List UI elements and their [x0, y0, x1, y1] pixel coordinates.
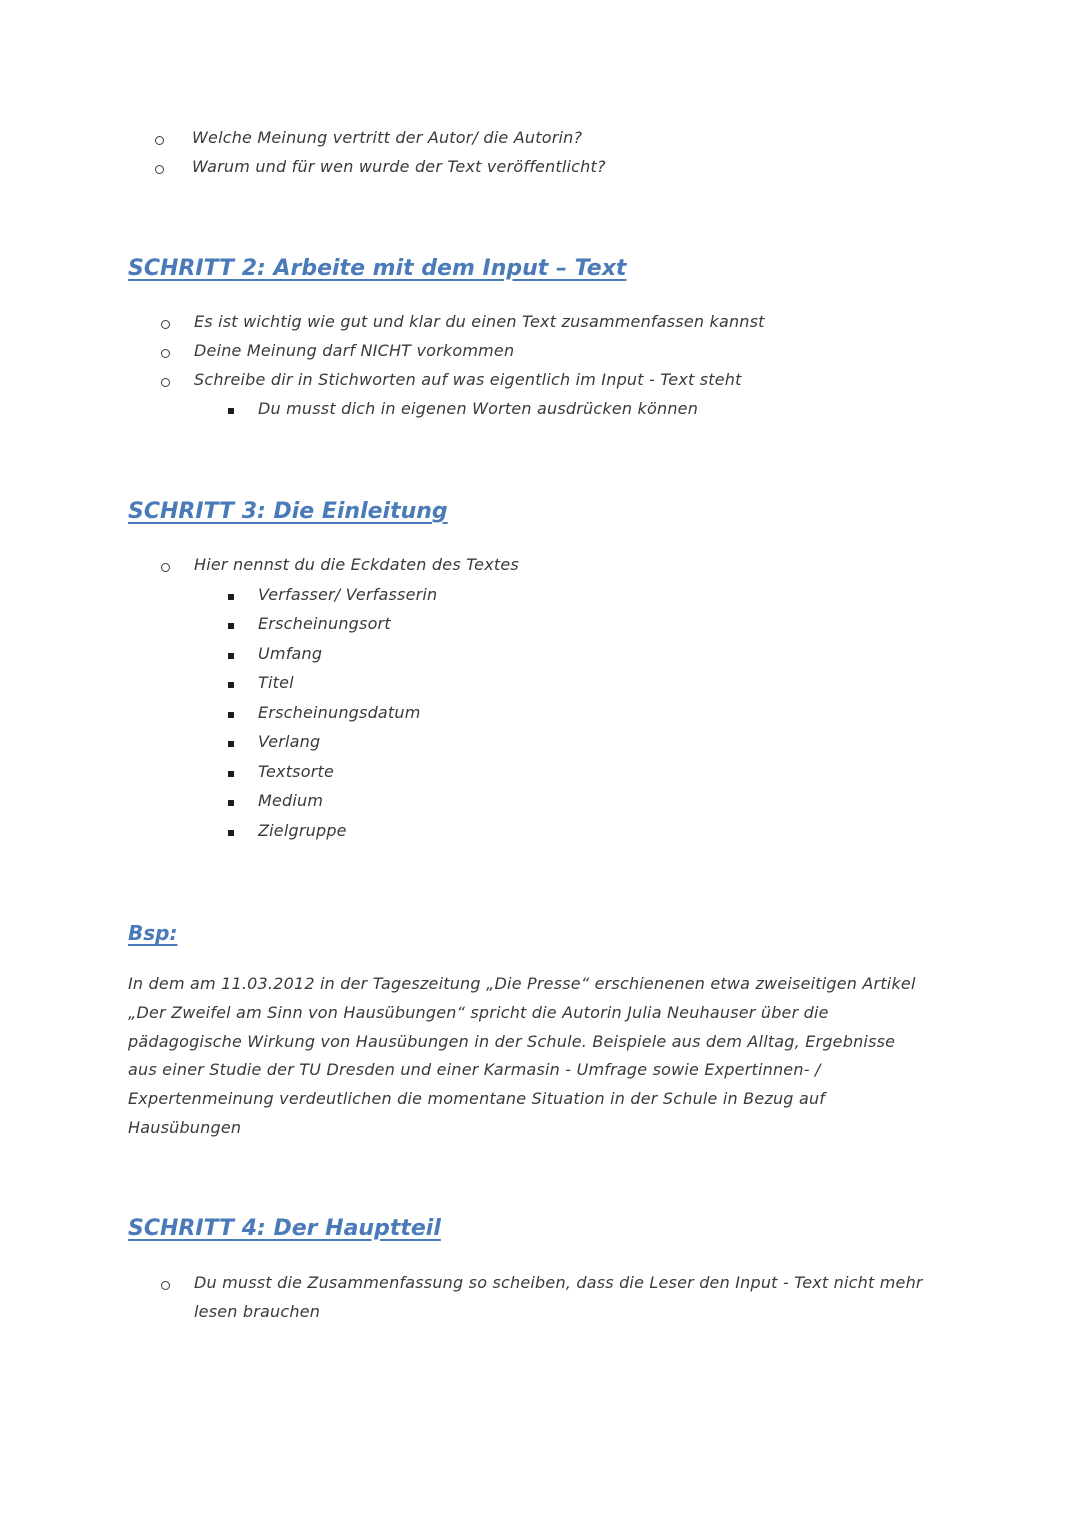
example-paragraph-line: pädagogische Wirkung von Hausübungen in der Schule. Beispiele aus dem Alltag, Ergebnisse — [128, 1032, 896, 1051]
circle-bullet-icon — [161, 1281, 170, 1290]
sub-list-item: Erscheinungsort — [258, 614, 391, 633]
square-bullet-icon — [228, 741, 234, 747]
circle-bullet-icon — [161, 320, 170, 329]
sub-list-item: Verfasser/ Verfasserin — [258, 585, 438, 604]
circle-bullet-icon — [161, 378, 170, 387]
square-bullet-icon — [228, 594, 234, 600]
sub-list-item: Medium — [258, 791, 324, 810]
sub-list-item: Zielgruppe — [258, 821, 347, 840]
sub-list-item: Umfang — [258, 644, 323, 663]
sub-list-item: Verlang — [258, 732, 321, 751]
sub-list-item: Erscheinungsdatum — [258, 703, 421, 722]
square-bullet-icon — [228, 712, 234, 718]
list-item-continuation: lesen brauchen — [194, 1302, 321, 1321]
example-paragraph-line: „Der Zweifel am Sinn von Hausübungen“ spricht die Autorin Julia Neuhauser über die — [128, 1003, 829, 1022]
list-item: Es ist wichtig wie gut und klar du einen Text zusammenfassen kannst — [194, 312, 765, 331]
section-heading-schritt-2: SCHRITT 2: Arbeite mit dem Input – Text — [128, 256, 627, 281]
list-item: Du musst die Zusammenfassung so scheiben, dass die Leser den Input - Text nicht mehr — [194, 1273, 923, 1292]
square-bullet-icon — [228, 830, 234, 836]
section-heading-schritt-3: SCHRITT 3: Die Einleitung — [128, 499, 448, 524]
list-item: Warum und für wen wurde der Text veröffentlicht? — [192, 157, 606, 176]
example-paragraph-line: In dem am 11.03.2012 in der Tageszeitung „Die Presse“ erschienenen etwa zweiseitigen Artikel — [128, 974, 916, 993]
list-item: Deine Meinung darf NICHT vorkommen — [194, 341, 515, 360]
example-paragraph-line: aus einer Studie der TU Dresden und einer Karmasin - Umfrage sowie Expertinnen- / — [128, 1060, 821, 1079]
list-item: Hier nennst du die Eckdaten des Textes — [194, 555, 519, 574]
list-item: Welche Meinung vertritt der Autor/ die Autorin? — [192, 128, 583, 147]
square-bullet-icon — [228, 682, 234, 688]
list-item: Schreibe dir in Stichworten auf was eigentlich im Input - Text steht — [194, 370, 742, 389]
sub-list-item: Titel — [258, 673, 294, 692]
example-paragraph-line: Expertenmeinung verdeutlichen die momentane Situation in der Schule in Bezug auf — [128, 1089, 826, 1108]
circle-bullet-icon — [155, 165, 164, 174]
square-bullet-icon — [228, 800, 234, 806]
circle-bullet-icon — [161, 349, 170, 358]
example-paragraph-line: Hausübungen — [128, 1118, 242, 1137]
circle-bullet-icon — [161, 563, 170, 572]
sub-list-item: Du musst dich in eigenen Worten ausdrücken können — [258, 399, 699, 418]
square-bullet-icon — [228, 623, 234, 629]
sub-list-item: Textsorte — [258, 762, 335, 781]
section-heading-schritt-4: SCHRITT 4: Der Hauptteil — [128, 1216, 441, 1241]
square-bullet-icon — [228, 408, 234, 414]
example-heading: Bsp: — [128, 921, 178, 945]
circle-bullet-icon — [155, 136, 164, 145]
square-bullet-icon — [228, 771, 234, 777]
square-bullet-icon — [228, 653, 234, 659]
